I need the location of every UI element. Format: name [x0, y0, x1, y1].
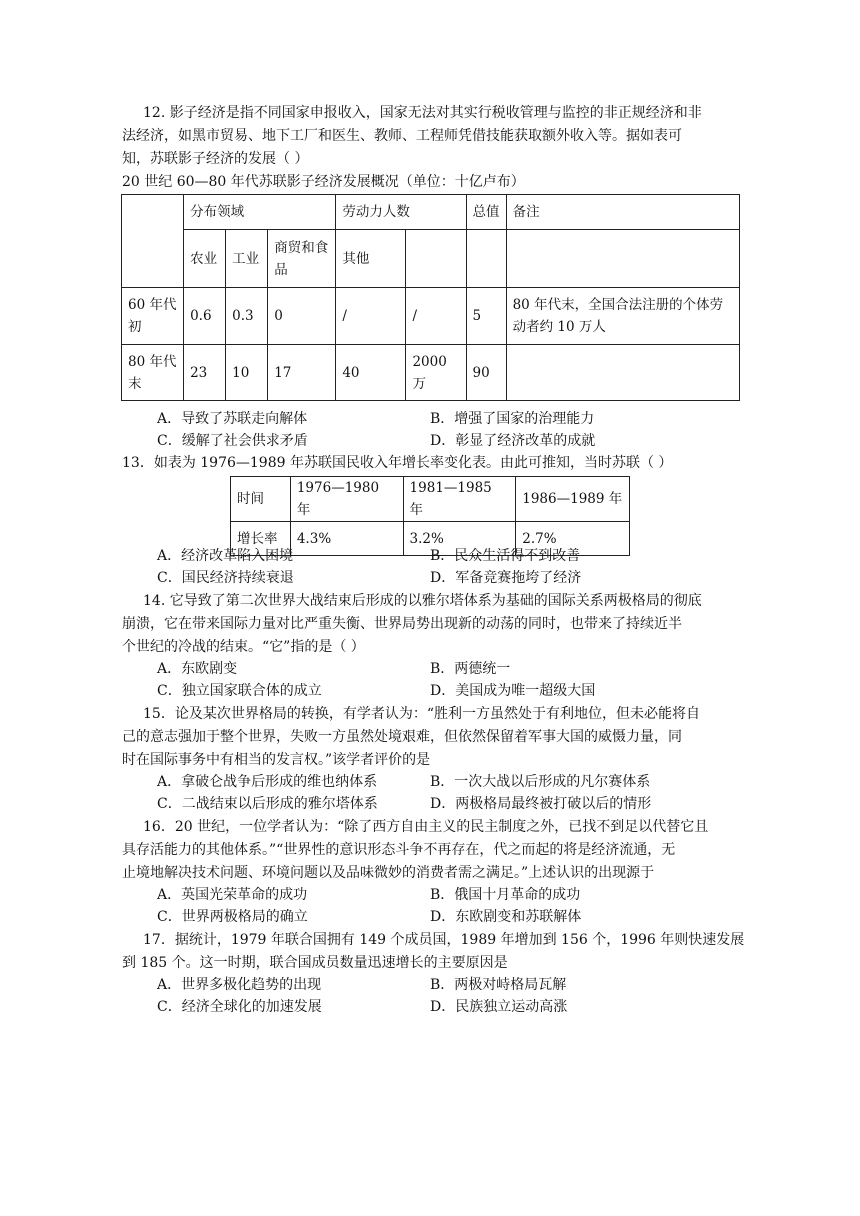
empty-cell — [506, 230, 739, 288]
q13-option-c[interactable]: C．国民经济持续衰退 — [157, 570, 294, 586]
q16-option-d[interactable]: D．东欧剧变和苏联解体 — [430, 909, 582, 925]
q12-line-3: 知，苏联影子经济的发展（ ） — [122, 151, 309, 167]
table-cell: 0.6 — [184, 288, 226, 345]
note-cell: 80 年代末，全国合法注册的个体劳动者约 10 万人 — [506, 288, 739, 345]
table-cell: 40 — [336, 345, 406, 401]
header-industry: 工业 — [226, 230, 268, 288]
q12-data-table — [121, 194, 740, 401]
q17-option-a[interactable]: A．世界多极化趋势的出现 — [157, 977, 322, 993]
header-agriculture: 农业 — [184, 230, 226, 288]
q17-option-c[interactable]: C．经济全球化的加速发展 — [157, 999, 322, 1015]
table-cell: / — [336, 288, 406, 345]
header-labor: 劳动力人数 — [336, 195, 466, 230]
q13-data-table — [230, 476, 630, 556]
q14-line-1: 14. 它导致了第二次世界大战结束后形成的以雅尔塔体系为基础的国际关系两极格局的彻底 — [143, 593, 702, 609]
q12-option-c[interactable]: C．缓解了社会供求矛盾 — [157, 433, 308, 449]
q16-option-a[interactable]: A．英国光荣革命的成功 — [157, 887, 308, 903]
header-other: 其他 — [336, 230, 406, 288]
table-cell: 5 — [466, 288, 506, 345]
rate-cell: 4.3% — [290, 522, 403, 556]
q14-option-b[interactable]: B．两德统一 — [430, 661, 511, 677]
note-cell-empty — [506, 345, 739, 401]
header-note: 备注 — [506, 195, 739, 230]
q14-line-2: 崩溃，它在带来国际力量对比严重失衡、世界局势出现新的动荡的同时，也带来了持续近半 — [122, 616, 682, 632]
q15-option-b[interactable]: B．一次大战以后形成的凡尔赛体系 — [430, 774, 651, 790]
q16-line-1: 16．20 世纪，一位学者认为：“除了西方自由主义的民主制度之外，已找不到足以代替它且 — [143, 819, 709, 835]
table-cell: / — [406, 288, 466, 345]
q12-line-2: 法经济，如黑市贸易、地下工厂和医生、教师、工程师凭借技能获取额外收入等。据如表可 — [122, 128, 682, 144]
period-cell: 1981—1985 年 — [403, 477, 516, 522]
empty-cell — [406, 230, 466, 288]
q13-option-a[interactable]: A．经济改革陷入困境 — [157, 548, 294, 564]
empty-cell — [466, 230, 506, 288]
q13-option-d[interactable]: D．军备竞赛拖垮了经济 — [430, 570, 582, 586]
q15-line-2: 己的意志强加于整个世界，失败一方虽然处境艰难，但依然保留着军事大国的威慑力量，同 — [122, 729, 682, 745]
table-cell: 90 — [466, 345, 506, 401]
table-cell: 0 — [268, 288, 336, 345]
q14-option-d[interactable]: D．美国成为唯一超级大国 — [430, 683, 596, 699]
q13-stem: 13．如表为 1976—1989 年苏联国民收入年增长率变化表。由此可推知，当时苏联（ ） — [122, 455, 673, 471]
table-cell: 17 — [268, 345, 336, 401]
rate-cell: 3.2% — [403, 522, 516, 556]
q17-line-1: 17．据统计，1979 年联合国拥有 149 个成员国，1989 年增加到 156 个，1996 年则快速发展 — [143, 932, 745, 948]
table-cell: 10 — [226, 345, 268, 401]
rate-cell: 2.7% — [516, 522, 630, 556]
period-cell: 1986—1989 年 — [516, 477, 630, 522]
corner-cell — [122, 195, 184, 288]
q13-option-b[interactable]: B．民众生活得不到改善 — [430, 548, 581, 564]
row-label-60s: 60 年代初 — [122, 288, 184, 345]
q17-line-2: 到 185 个。这一时期，联合国成员数量迅速增长的主要原因是 — [122, 955, 508, 971]
q16-option-b[interactable]: B．俄国十月革命的成功 — [430, 887, 581, 903]
period-cell: 1976—1980 年 — [290, 477, 403, 522]
q15-option-a[interactable]: A．拿破仑战争后形成的维也纳体系 — [157, 774, 378, 790]
q14-option-c[interactable]: C．独立国家联合体的成立 — [157, 683, 322, 699]
q15-line-1: 15．论及某次世界格局的转换，有学者认为：“胜利一方虽然处于有利地位，但未必能将自 — [143, 706, 700, 722]
header-growth-rate: 增长率 — [231, 522, 291, 556]
q12-table-caption: 20 世纪 60—80 年代苏联影子经济发展概况（单位：十亿卢布） — [122, 174, 525, 190]
table-cell: 2000 万 — [406, 345, 466, 401]
header-distribution: 分布领域 — [184, 195, 336, 230]
q14-line-3: 个世纪的冷战的结束。“它”指的是（ ） — [122, 639, 365, 655]
q14-option-a[interactable]: A．东欧剧变 — [157, 661, 238, 677]
q16-line-3: 止境地解决技术问题、环境问题以及品味微妙的消费者需之满足。”上述认识的出现源于 — [122, 865, 655, 881]
q17-option-b[interactable]: B．两极对峙格局瓦解 — [430, 977, 567, 993]
q12-option-a[interactable]: A．导致了苏联走向解体 — [157, 411, 308, 427]
header-time: 时间 — [231, 477, 291, 522]
q12-option-b[interactable]: B．增强了国家的治理能力 — [430, 411, 595, 427]
q16-option-c[interactable]: C．世界两极格局的确立 — [157, 909, 308, 925]
q12-line-1: 12. 影子经济是指不同国家申报收入，国家无法对其实行税收管理与监控的非正规经济和非 — [143, 105, 702, 121]
q17-option-d[interactable]: D．民族独立运动高涨 — [430, 999, 568, 1015]
q15-option-c[interactable]: C．二战结束以后形成的雅尔塔体系 — [157, 796, 378, 812]
q15-line-3: 时在国际事务中有相当的发言权。”该学者评价的是 — [122, 752, 431, 768]
q15-option-d[interactable]: D．两极格局最终被打破以后的情形 — [430, 796, 652, 812]
header-total: 总值 — [466, 195, 506, 230]
table-cell: 0.3 — [226, 288, 268, 345]
q16-line-2: 具存活能力的其他体系。”“世界性的意识形态斗争不再存在，代之而起的将是经济流通，无 — [122, 842, 676, 858]
header-trade-food: 商贸和食品 — [268, 230, 336, 288]
table-cell: 23 — [184, 345, 226, 401]
row-label-80s: 80 年代末 — [122, 345, 184, 401]
q12-option-d[interactable]: D．彰显了经济改革的成就 — [430, 433, 596, 449]
